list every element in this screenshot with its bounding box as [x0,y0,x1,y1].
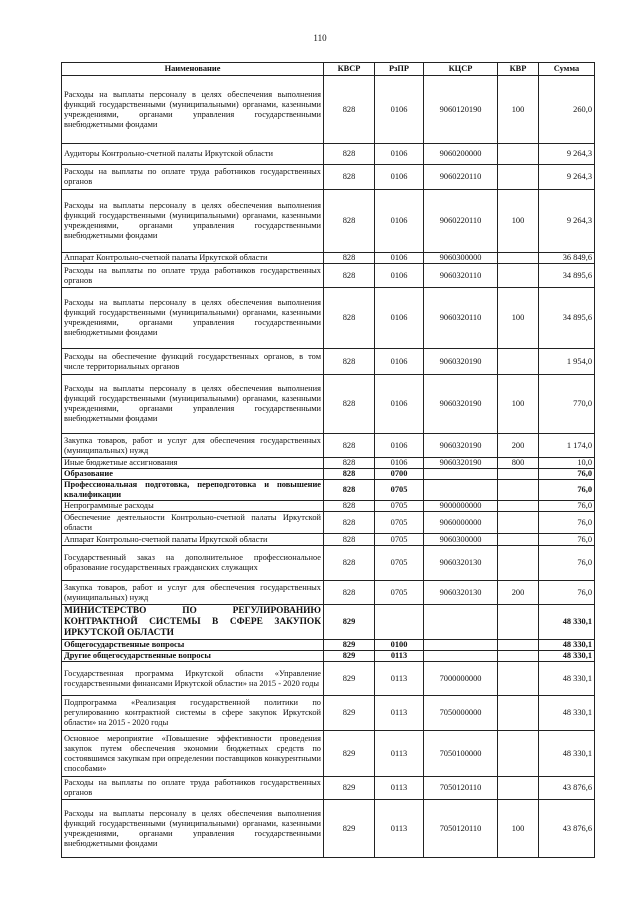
row-kcsr-cell: 9060000000 [424,512,498,534]
header-name: Наименование [62,63,324,76]
row-kvr-cell: 100 [498,190,539,253]
row-sum-cell: 1 954,0 [539,349,595,375]
row-kcsr-cell: 9060320110 [424,288,498,349]
row-sum-cell: 76,0 [539,501,595,512]
row-kvsr-cell: 829 [324,696,375,731]
row-name-cell: Расходы на выплаты по оплате труда работников государственных органов [62,777,324,800]
row-sum-cell: 76,0 [539,534,595,546]
row-kvsr-cell: 828 [324,501,375,512]
table-row [62,253,595,264]
row-kcsr-cell: 9060320130 [424,546,498,581]
row-rzpr-cell: 0705 [375,546,424,581]
row-rzpr-cell: 0705 [375,581,424,605]
row-sum-cell: 770,0 [539,375,595,434]
row-name-cell: Закупка товаров, работ и услуг для обеспечения государственных (муниципальных) нужд [62,434,324,458]
table-row [62,546,595,581]
table-body [62,76,595,858]
row-rzpr-cell: 0106 [375,349,424,375]
row-sum-cell: 48 330,1 [539,605,595,640]
row-kcsr-cell: 9060300000 [424,253,498,264]
row-kvr-cell [498,534,539,546]
row-kvr-cell [498,662,539,696]
row-kvsr-cell: 828 [324,375,375,434]
table-header-row [62,63,595,76]
row-rzpr-cell: 0113 [375,731,424,777]
row-name-cell: Аппарат Контрольно-счетной палаты Иркутской области [62,253,324,264]
row-kvsr-cell: 828 [324,512,375,534]
row-sum-cell: 48 330,1 [539,662,595,696]
row-sum-cell: 76,0 [539,469,595,480]
row-name-cell: Общегосударственные вопросы [62,640,324,651]
row-sum-cell: 76,0 [539,512,595,534]
row-sum-cell: 48 330,1 [539,696,595,731]
row-sum-cell: 48 330,1 [539,640,595,651]
table-row [62,144,595,165]
row-kvsr-cell: 828 [324,546,375,581]
row-kvr-cell [498,144,539,165]
row-kvsr-cell: 829 [324,662,375,696]
row-name-cell: Непрограммные расходы [62,501,324,512]
row-name-cell: Закупка товаров, работ и услуг для обеспечения государственных (муниципальных) нужд [62,581,324,605]
row-kcsr-cell: 7050120110 [424,777,498,800]
row-kvr-cell [498,651,539,662]
table-row [62,651,595,662]
row-sum-cell: 76,0 [539,546,595,581]
row-name-cell: Государственная программа Иркутской области «Управление государственными финансами Иркутской области» на 2015 - 2020 годы [62,662,324,696]
row-kvr-cell [498,640,539,651]
row-rzpr-cell: 0106 [375,190,424,253]
table-row [62,512,595,534]
row-kvsr-cell: 828 [324,434,375,458]
row-name-cell: Расходы на выплаты персоналу в целях обеспечения выполнения функций государственными (муниципальными) органами, казенными учреждениями, органами управления государственными внебюджетными фондами [62,288,324,349]
row-kcsr-cell: 9060200000 [424,144,498,165]
row-kvsr-cell: 828 [324,264,375,288]
table-row [62,800,595,858]
row-name-cell: Расходы на выплаты персоналу в целях обеспечения выполнения функций государственными (муниципальными) органами, казенными учреждениями, органами управления государственными внебюджетными фондами [62,800,324,858]
row-name-cell: Расходы на обеспечение функций государственных органов, в том числе территориальных органов [62,349,324,375]
row-kvr-cell: 100 [498,288,539,349]
table-row [62,349,595,375]
row-kvsr-cell: 829 [324,777,375,800]
row-rzpr-cell: 0106 [375,434,424,458]
row-kvsr-cell: 829 [324,731,375,777]
row-kcsr-cell: 9060320190 [424,434,498,458]
row-kvr-cell [498,253,539,264]
row-sum-cell: 9 264,3 [539,144,595,165]
row-rzpr-cell: 0705 [375,501,424,512]
row-sum-cell: 48 330,1 [539,651,595,662]
row-kvr-cell: 100 [498,375,539,434]
table-row [62,165,595,190]
row-kcsr-cell: 9060220110 [424,190,498,253]
row-kvr-cell: 200 [498,434,539,458]
row-rzpr-cell: 0113 [375,662,424,696]
row-rzpr-cell: 0106 [375,76,424,144]
table-row [62,662,595,696]
row-kvr-cell [498,696,539,731]
row-kvr-cell [498,501,539,512]
row-rzpr-cell: 0106 [375,253,424,264]
row-rzpr-cell: 0106 [375,458,424,469]
row-name-cell: Обеспечение деятельности Контрольно-счетной палаты Иркутской области [62,512,324,534]
row-rzpr-cell: 0113 [375,651,424,662]
row-sum-cell: 9 264,3 [539,190,595,253]
row-kvr-cell [498,165,539,190]
row-sum-cell: 43 876,6 [539,777,595,800]
row-kvsr-cell: 828 [324,469,375,480]
row-rzpr-cell [375,605,424,640]
row-rzpr-cell: 0700 [375,469,424,480]
row-kcsr-cell: 7000000000 [424,662,498,696]
row-sum-cell: 48 330,1 [539,731,595,777]
row-kcsr-cell [424,480,498,501]
row-name-cell: Расходы на выплаты по оплате труда работников государственных органов [62,165,324,190]
table-row [62,480,595,501]
row-kvsr-cell: 828 [324,458,375,469]
row-rzpr-cell: 0106 [375,288,424,349]
row-name-cell: Подпрограмма «Реализация государственной политики по регулированию контрактной системы в сфере закупок Иркутской области» на 2015 - 2020 годы [62,696,324,731]
row-kvr-cell [498,349,539,375]
row-kcsr-cell: 9060220110 [424,165,498,190]
row-kvsr-cell: 829 [324,651,375,662]
table-row [62,375,595,434]
row-kvr-cell [498,546,539,581]
row-kvr-cell [498,731,539,777]
row-kvsr-cell: 828 [324,534,375,546]
row-rzpr-cell: 0113 [375,696,424,731]
row-name-cell: Образование [62,469,324,480]
row-kcsr-cell: 9060120190 [424,76,498,144]
row-kvr-cell [498,605,539,640]
row-rzpr-cell: 0106 [375,264,424,288]
row-name-cell: Основное мероприятие «Повышение эффективности проведения закупок путем обеспечения экономии бюджетных средств по состоявшимся закупкам при определении поставщиков конкурентными способами» [62,731,324,777]
row-sum-cell: 260,0 [539,76,595,144]
table-row [62,264,595,288]
row-kvsr-cell: 828 [324,165,375,190]
table-row [62,190,595,253]
row-kcsr-cell: 9060320130 [424,581,498,605]
row-kvr-cell [498,480,539,501]
row-sum-cell: 43 876,6 [539,800,595,858]
row-kvsr-cell: 828 [324,480,375,501]
table-row [62,581,595,605]
page-number: 110 [313,33,327,43]
row-rzpr-cell: 0113 [375,777,424,800]
row-sum-cell: 9 264,3 [539,165,595,190]
budget-table [61,62,595,858]
table-row [62,731,595,777]
table-row [62,288,595,349]
row-kcsr-cell [424,605,498,640]
header-kvr: КВР [498,63,539,76]
row-sum-cell: 34 895,6 [539,264,595,288]
row-name-cell: Расходы на выплаты персоналу в целях обеспечения выполнения функций государственными (муниципальными) органами, казенными учреждениями, органами управления государственными внебюджетными фондами [62,190,324,253]
row-name-cell: Расходы на выплаты персоналу в целях обеспечения выполнения функций государственными (муниципальными) органами, казенными учреждениями, органами управления государственными внебюджетными фондами [62,76,324,144]
table-row [62,640,595,651]
row-kcsr-cell [424,640,498,651]
row-kvsr-cell: 828 [324,288,375,349]
row-kvsr-cell: 828 [324,76,375,144]
table-row [62,777,595,800]
row-kcsr-cell [424,651,498,662]
row-name-cell: Другие общегосударственные вопросы [62,651,324,662]
row-name-cell: Иные бюджетные ассигнования [62,458,324,469]
row-kcsr-cell: 9060320190 [424,375,498,434]
row-kvr-cell: 100 [498,76,539,144]
row-kcsr-cell: 9060320110 [424,264,498,288]
table-row [62,469,595,480]
row-kcsr-cell: 7050100000 [424,731,498,777]
row-kvr-cell: 100 [498,800,539,858]
table-row [62,76,595,144]
row-rzpr-cell: 0106 [375,375,424,434]
row-sum-cell: 76,0 [539,480,595,501]
header-sum: Сумма [539,63,595,76]
row-kvsr-cell: 828 [324,581,375,605]
row-rzpr-cell: 0100 [375,640,424,651]
row-rzpr-cell: 0705 [375,480,424,501]
row-rzpr-cell: 0106 [375,165,424,190]
table-row [62,605,595,640]
row-kvr-cell: 800 [498,458,539,469]
row-kvsr-cell: 828 [324,349,375,375]
row-kcsr-cell: 9060320190 [424,458,498,469]
row-sum-cell: 76,0 [539,581,595,605]
row-kvsr-cell: 828 [324,253,375,264]
row-name-cell: Государственный заказ на дополнительное профессиональное образование государственных гражданских служащих [62,546,324,581]
row-sum-cell: 34 895,6 [539,288,595,349]
row-kvsr-cell: 828 [324,144,375,165]
row-name-cell: Аппарат Контрольно-счетной палаты Иркутской области [62,534,324,546]
row-kcsr-cell [424,469,498,480]
row-kvsr-cell: 828 [324,190,375,253]
row-kvr-cell [498,777,539,800]
row-kcsr-cell: 7050120110 [424,800,498,858]
row-name-cell: Расходы на выплаты персоналу в целях обеспечения выполнения функций государственными (муниципальными) органами, казенными учреждениями, органами управления государственными внебюджетными фондами [62,375,324,434]
table-row [62,434,595,458]
row-kvsr-cell: 829 [324,605,375,640]
row-sum-cell: 1 174,0 [539,434,595,458]
row-kcsr-cell: 9000000000 [424,501,498,512]
row-rzpr-cell: 0705 [375,512,424,534]
row-kvsr-cell: 829 [324,640,375,651]
row-rzpr-cell: 0705 [375,534,424,546]
table-row [62,458,595,469]
table-row [62,501,595,512]
header-kcsr: КЦСР [424,63,498,76]
row-kcsr-cell: 7050000000 [424,696,498,731]
table-row [62,534,595,546]
row-kvr-cell [498,512,539,534]
row-name-cell: Профессиональная подготовка, переподготовка и повышение квалификации [62,480,324,501]
header-rzpr: РзПР [375,63,424,76]
row-name-cell: МИНИСТЕРСТВО ПО РЕГУЛИРОВАНИЮ КОНТРАКТНОЙ СИСТЕМЫ В СФЕРЕ ЗАКУПОК ИРКУТСКОЙ ОБЛАСТИ [62,605,324,640]
row-kvsr-cell: 829 [324,800,375,858]
row-kvr-cell: 200 [498,581,539,605]
row-rzpr-cell: 0113 [375,800,424,858]
table-row [62,696,595,731]
row-sum-cell: 36 849,6 [539,253,595,264]
row-name-cell: Аудиторы Контрольно-счетной палаты Иркутской области [62,144,324,165]
row-sum-cell: 10,0 [539,458,595,469]
row-rzpr-cell: 0106 [375,144,424,165]
row-kvr-cell [498,264,539,288]
row-kcsr-cell: 9060300000 [424,534,498,546]
row-kcsr-cell: 9060320190 [424,349,498,375]
header-kvsr: КВСР [324,63,375,76]
row-kvr-cell [498,469,539,480]
row-name-cell: Расходы на выплаты по оплате труда работников государственных органов [62,264,324,288]
